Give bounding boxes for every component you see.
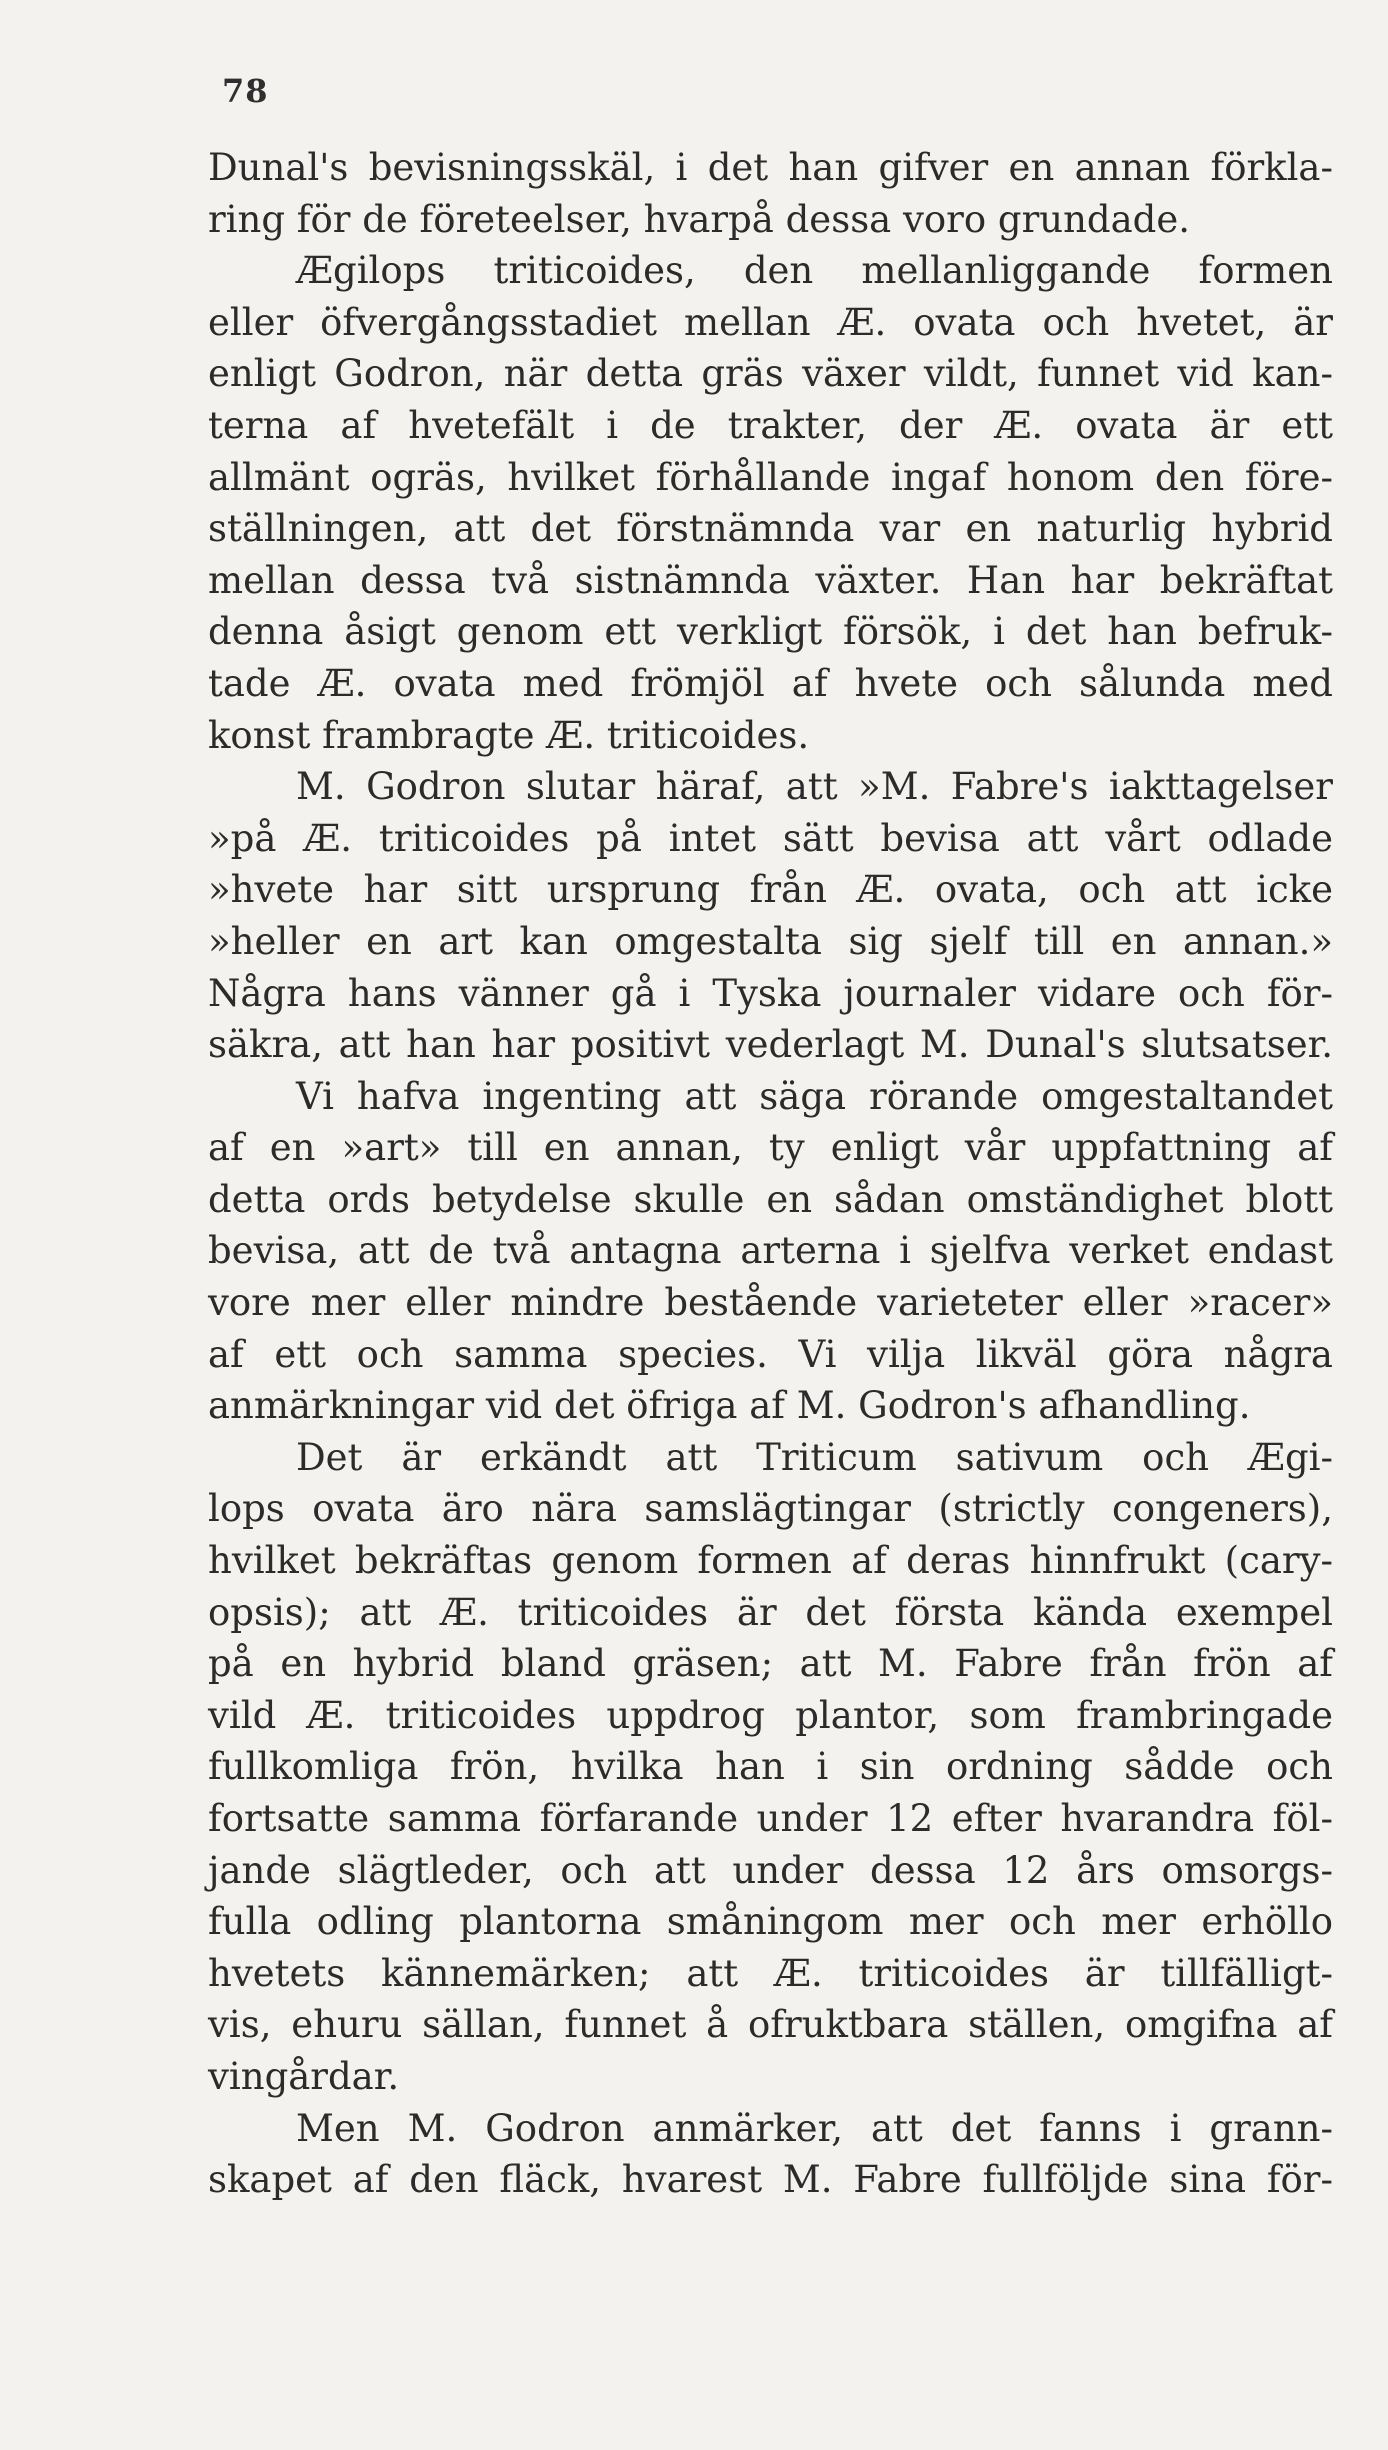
text-line: »på Æ. triticoides på intet sätt bevisa att vårt odlade	[208, 816, 1333, 860]
text-line: terna af hvetefält i de trakter, der Æ. ovata är ett	[208, 403, 1333, 447]
text-line: anmärkningar vid det öfriga af M. Godron's afhandling.	[208, 1384, 1251, 1428]
text-line: allmänt ogräs, hvilket förhållande ingaf honom den före-	[208, 455, 1333, 499]
text-line: fortsatte samma förfarande under 12 efter hvarandra föl-	[208, 1797, 1333, 1840]
text-line: Det är erkändt att Triticum sativum och Ægi-	[296, 1435, 1333, 1479]
text-line: jande slägtleder, och att under dessa 12 års omsorgs-	[208, 1848, 1333, 1892]
text-line: M. Godron slutar häraf, att »M. Fabre's iakttagelser	[296, 765, 1333, 809]
text-line: fullkomliga frön, hvilka han i sin ordning sådde och	[208, 1745, 1333, 1789]
text-line: tade Æ. ovata med frömjöl af hvete och sålunda med	[208, 661, 1333, 705]
text-line: enligt Godron, när detta gräs växer vildt, funnet vid kan-	[208, 352, 1333, 396]
text-line: konst frambragte Æ. triticoides.	[208, 713, 810, 757]
text-line: hvilket bekräftas genom formen af deras hinnfrukt (cary-	[208, 1539, 1333, 1583]
text-line: skapet af den fläck, hvarest M. Fabre fullföljde sina för-	[208, 2158, 1333, 2202]
text-line: »hvete har sitt ursprung från Æ. ovata, och att icke	[208, 868, 1333, 912]
text-line: Vi hafva ingenting att säga rörande omgestaltandet	[296, 1074, 1333, 1118]
text-line: Några hans vänner gå i Tyska journaler vidare och för-	[208, 971, 1333, 1015]
text-line: eller öfvergångsstadiet mellan Æ. ovata och hvetet, är	[208, 300, 1333, 344]
text-line: vore mer eller mindre bestående varieteter eller »racer»	[208, 1281, 1333, 1325]
text-line: opsis); att Æ. triticoides är det första kända exempel	[208, 1590, 1333, 1634]
text-line: fulla odling plantorna småningom mer och mer erhöllo	[208, 1900, 1333, 1944]
text-line: detta ords betydelse skulle en sådan omständighet blott	[208, 1177, 1333, 1221]
text-line: bevisa, att de två antagna arterna i sjelfva verket endast	[208, 1229, 1333, 1273]
text-line: ställningen, att det förstnämnda var en naturlig hybrid	[208, 507, 1333, 551]
text-line: denna åsigt genom ett verkligt försök, i det han befruk-	[208, 610, 1333, 654]
text-line: Ægilops triticoides, den mellanliggande formen	[296, 249, 1333, 293]
text-line: Men M. Godron anmärker, att det fanns i grann-	[296, 2106, 1333, 2150]
body-text	[208, 142, 1333, 2206]
text-line: vild Æ. triticoides uppdrog plantor, som frambringade	[208, 1693, 1333, 1737]
text-line: lops ovata äro nära samslägtingar (strictly congeners),	[208, 1487, 1333, 1531]
text-line: säkra, att han har positivt vederlagt M. Dunal's slutsatser.	[208, 1023, 1333, 1067]
text-line: af en »art» till en annan, ty enligt vår uppfattning af	[208, 1126, 1333, 1170]
text-line: ring för de företeelser, hvarpå dessa voro grundade.	[208, 197, 1191, 241]
page-number: 78	[222, 72, 269, 110]
text-line: vingårdar.	[208, 2054, 400, 2098]
text-line: af ett och samma species. Vi vilja likväl göra några	[208, 1332, 1333, 1376]
text-line: på en hybrid bland gräsen; att M. Fabre från frön af	[208, 1642, 1333, 1686]
text-line: Dunal's bevisningsskäl, i det han gifver en annan förkla-	[208, 146, 1333, 189]
text-line: mellan dessa två sistnämnda växter. Han har bekräftat	[208, 558, 1333, 602]
text-line: hvetets kännemärken; att Æ. triticoides är tillfälligt-	[208, 1951, 1333, 1995]
text-line: vis, ehuru sällan, funnet å ofruktbara ställen, omgifna af	[208, 2003, 1333, 2047]
text-line: »heller en art kan omgestalta sig sjelf till en annan.»	[208, 919, 1333, 963]
